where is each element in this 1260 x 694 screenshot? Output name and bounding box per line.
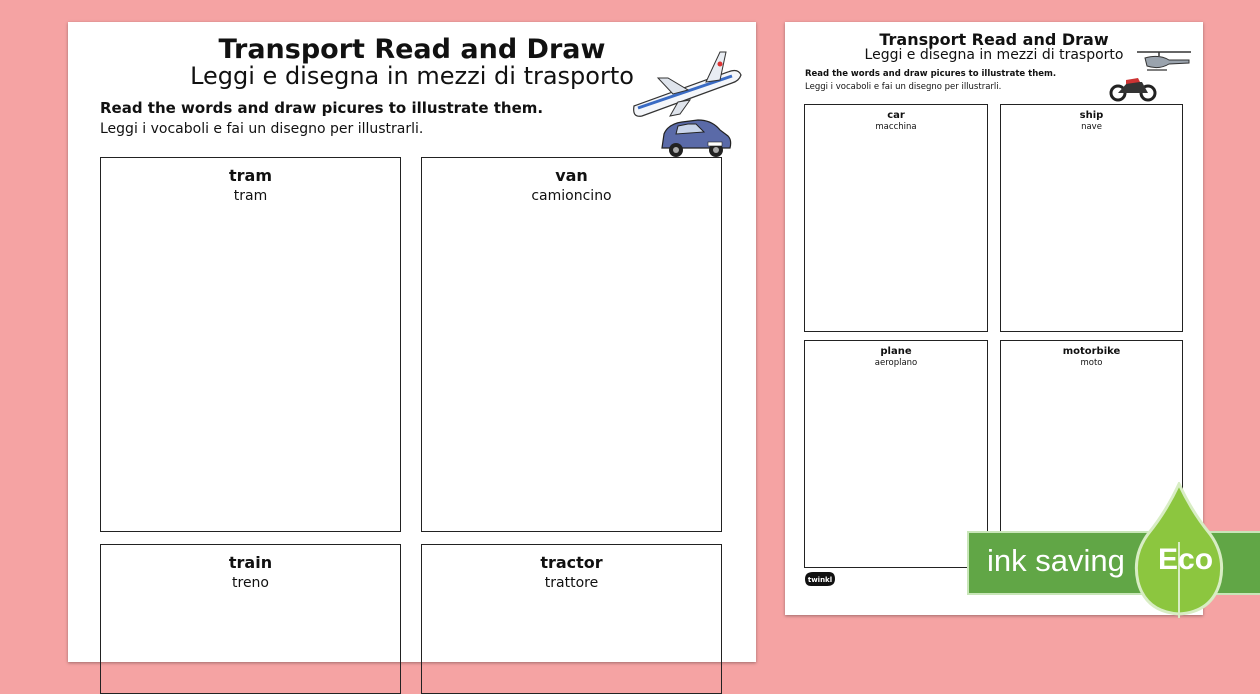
eco-label: Eco <box>1158 543 1214 576</box>
worksheet-subtitle: Leggi e disegna in mezzi di trasporto <box>190 62 634 90</box>
word-english: van <box>555 166 588 185</box>
word-english: car <box>887 110 905 121</box>
word-english: train <box>228 553 273 572</box>
worksheet-page-left <box>68 22 756 662</box>
word-italian: trattore <box>544 575 599 591</box>
word-english: tractor <box>540 553 603 572</box>
motorbike-icon <box>1108 72 1158 102</box>
draw-box-train[interactable] <box>100 544 401 694</box>
word-italian: aeroplano <box>874 358 918 368</box>
twinkl-logo <box>803 570 837 588</box>
word-italian: camioncino <box>531 188 612 204</box>
helicopter-icon <box>1135 48 1193 74</box>
instruction-english: Read the words and draw picures to illustrate them. <box>805 69 1057 79</box>
ink-saving-label: ink saving <box>987 543 1125 578</box>
draw-box-tram[interactable] <box>100 157 401 532</box>
worksheet-subtitle: Leggi e disegna in mezzi di trasporto <box>864 47 1124 63</box>
word-italian: tram <box>233 188 268 204</box>
worksheet-title: Transport Read and Draw <box>879 30 1109 49</box>
word-english: motorbike <box>1062 346 1121 357</box>
airplane-icon <box>628 48 746 118</box>
word-english: plane <box>880 346 912 357</box>
draw-box-van[interactable] <box>421 157 722 532</box>
draw-box-car[interactable] <box>804 104 988 332</box>
word-italian: moto <box>1080 358 1103 368</box>
worksheet-title: Transport Read and Draw <box>218 34 606 65</box>
instruction-english: Read the words and draw picures to illustrate them. <box>100 99 544 117</box>
word-italian: treno <box>232 575 269 591</box>
car-icon <box>658 114 734 160</box>
word-english: tram <box>228 166 272 185</box>
draw-box-plane[interactable] <box>804 340 988 568</box>
draw-box-ship[interactable] <box>1000 104 1183 332</box>
word-english: ship <box>1079 110 1104 121</box>
word-italian: macchina <box>875 122 917 132</box>
svg-text:twinkl: twinkl <box>807 576 833 584</box>
instruction-italian: Leggi i vocaboli e fai un disegno per illustrarli. <box>805 82 1002 92</box>
draw-box-tractor[interactable] <box>421 544 722 694</box>
instruction-italian: Leggi i vocaboli e fai un disegno per illustrarli. <box>100 121 424 137</box>
word-italian: nave <box>1081 122 1102 132</box>
